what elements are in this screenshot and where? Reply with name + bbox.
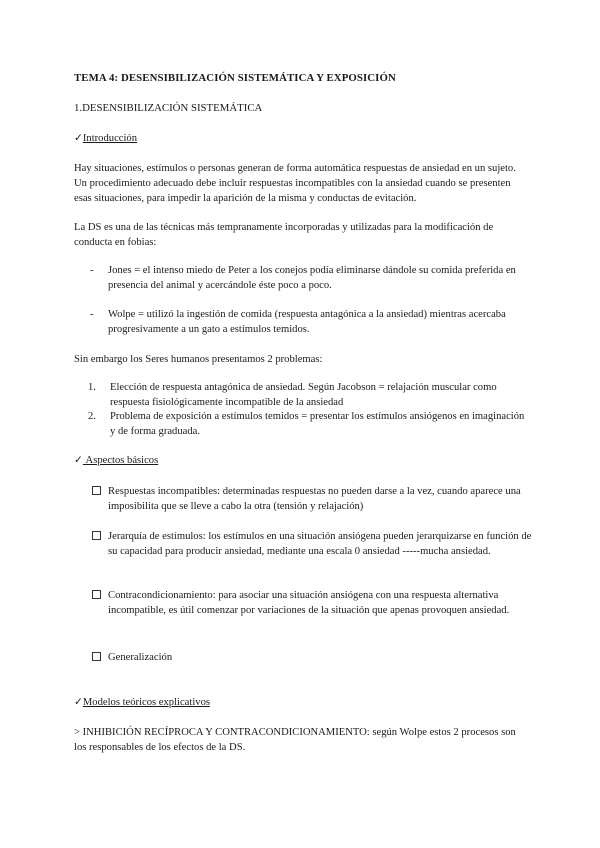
checkbox-icon <box>92 531 101 540</box>
paragraph-inhibicion: > INHIBICIÓN RECÍPROCA Y CONTRACONDICIONAMIENTO: según Wolpe estos 2 procesos son los responsables de los efectos de la DS. <box>74 727 516 753</box>
section-heading: 1.DESENSIBILIZACIÓN SISTEMÁTICA <box>74 102 263 114</box>
numbered-item-text: Problema de exposición a estímulos temidos = presentar los estímulos ansiógenos en imaginación y de forma graduada. <box>110 411 525 437</box>
checklist-item-text: Contracondicionamiento: para asociar una situación ansiógena con una respuesta alternativa incompatible, es útil comenzar por variaciones de la situación que apenas provoquen ansiedad. <box>108 590 510 616</box>
subheading-introduccion <box>74 131 137 146</box>
checkmark-icon: ✓ <box>74 455 83 466</box>
checkmark-icon: ✓ <box>74 133 83 144</box>
list-item-text: Wolpe = utilizó la ingestión de comida (respuesta antagónica a la ansiedad) mientras acercaba progresivamente a un gato a estímulos temidos. <box>108 309 506 335</box>
paragraph-problemas: Sin embargo los Seres humanos presentamos 2 problemas: <box>74 354 323 365</box>
subheading-modelos <box>74 695 210 710</box>
document-title: TEMA 4: DESENSIBILIZACIÓN SISTEMÁTICA Y EXPOSICIÓN <box>74 72 396 84</box>
checklist-item-text: Jerarquía de estímulos: los estímulos en una situación ansiógena pueden jerarquizarse en función de su capacidad para producir ansiedad, mediante una escala 0 ansiedad -----mucha ansiedad. <box>108 531 532 557</box>
subheading-aspectos <box>74 453 158 468</box>
item-number: 2. <box>88 411 96 422</box>
numbered-item-text: Elección de respuesta antagónica de ansiedad. Según Jacobson = relajación muscular como respuesta fisiológicamente incompatible de la ansiedad <box>110 382 497 408</box>
checklist-item-text: Generalización <box>108 652 173 663</box>
subheading-label: Aspectos básicos <box>85 455 159 466</box>
dash-bullet: - <box>90 265 94 276</box>
checklist-item-text: Respuestas incompatibles: determinadas respuestas no pueden darse a la vez, cuando aparece una imposibilita que se lleve a cabo la otra (tensión y relajación) <box>108 486 521 512</box>
list-item-text: Jones = el intenso miedo de Peter a los conejos podía eliminarse dándole su comida preferida en presencia del animal y acercándole éste poco a poco. <box>108 265 516 291</box>
checkbox-icon <box>92 590 101 599</box>
subheading-label: Modelos teóricos explicativos <box>82 697 210 708</box>
subheading-label: Introducción <box>82 133 138 144</box>
checkmark-icon: ✓ <box>74 697 83 708</box>
dash-bullet: - <box>90 309 94 320</box>
paragraph-intro: Hay situaciones, estímulos o personas generan de forma automática respuestas de ansiedad en un sujeto. Un procedimiento adecuado debe incluir respuestas incompatibles con la ansiedad cuando se presenten esas situaciones, para impedir la aparición de la misma y conductas de evitación. <box>74 163 516 204</box>
checkbox-icon <box>92 486 101 495</box>
checkbox-icon <box>92 652 101 661</box>
paragraph-ds: La DS es una de las técnicas más tempranamente incorporadas y utilizadas para la modificación de conducta en fobias: <box>74 222 494 248</box>
item-number: 1. <box>88 382 96 393</box>
